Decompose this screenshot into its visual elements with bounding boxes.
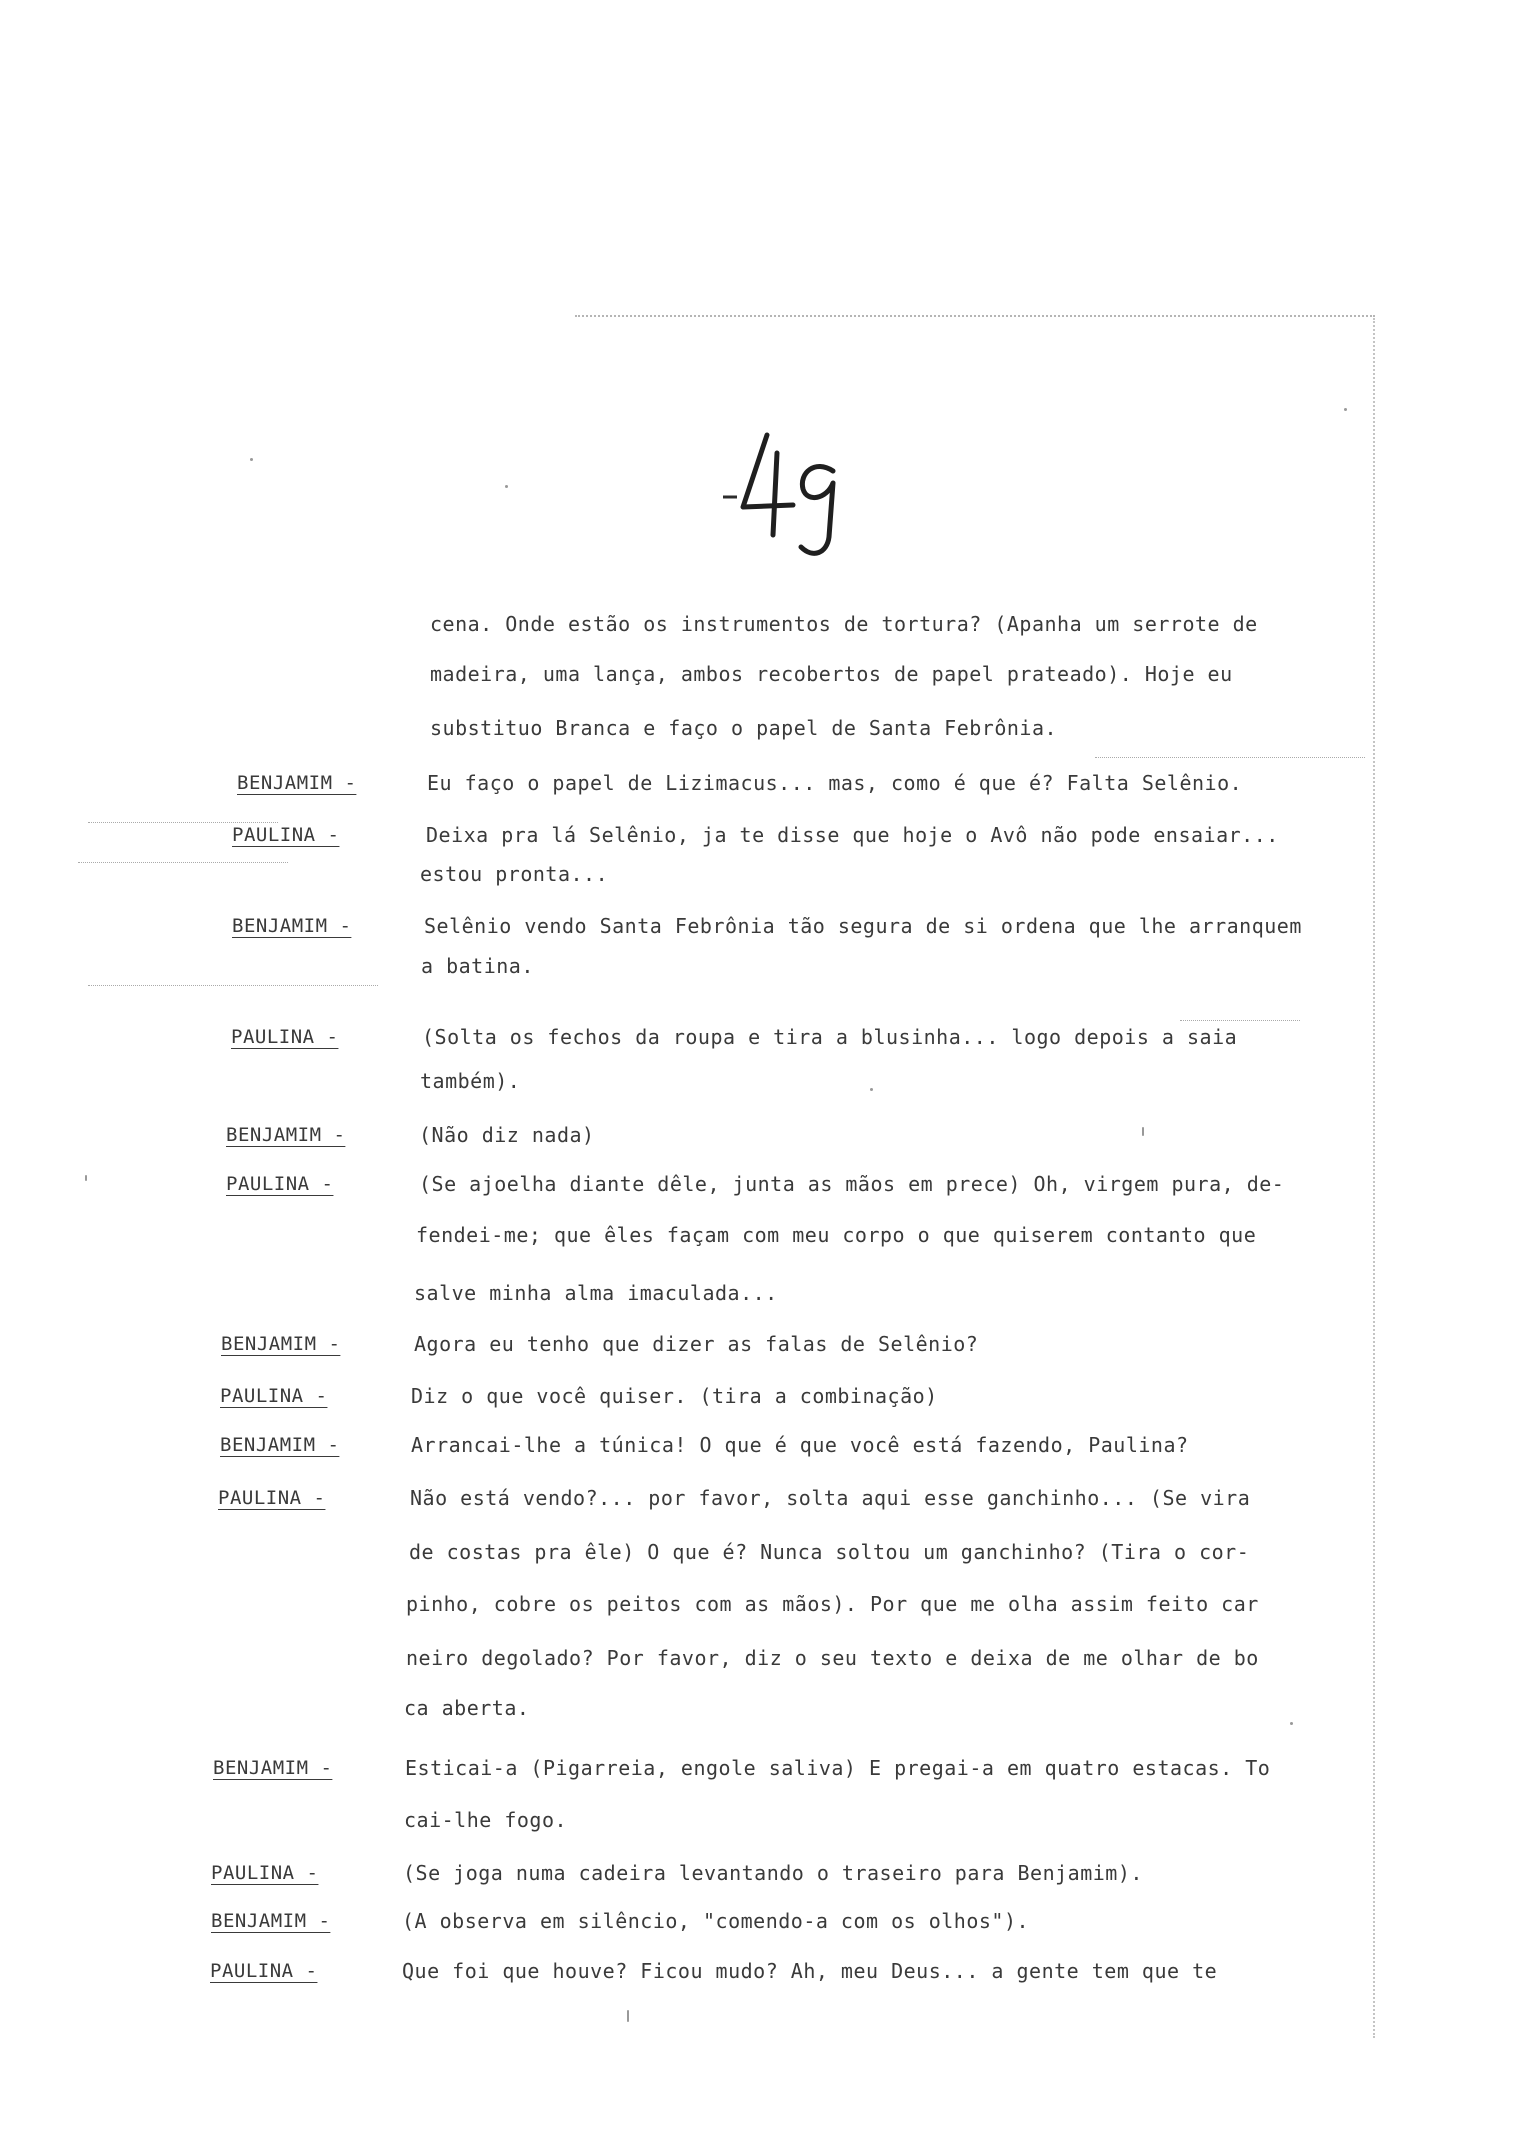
speaker-name: PAULINA - xyxy=(226,1173,334,1195)
speaker-name: PAULINA - xyxy=(218,1487,326,1509)
smudge-line xyxy=(88,822,278,823)
dialogue-line: de costas pra êle) O que é? Nunca soltou um ganchinho? (Tira o cor- xyxy=(409,1540,1250,1564)
dialogue-line: Eu faço o papel de Lizimacus... mas, como é que é? Falta Selênio. xyxy=(427,771,1243,795)
speck xyxy=(870,1088,873,1091)
dialogue-line: Deixa pra lá Selênio, ja te disse que hoje o Avô não pode ensaiar... xyxy=(426,823,1279,847)
dialogue-line: pinho, cobre os peitos com as mãos). Por que me olha assim feito car xyxy=(406,1592,1259,1616)
speaker-name: BENJAMIM - xyxy=(232,915,352,937)
dialogue-line: cena. Onde estão os instrumentos de tortura? (Apanha um serrote de xyxy=(430,612,1258,636)
dialogue-line: Que foi que houve? Ficou mudo? Ah, meu Deus... a gente tem que te xyxy=(402,1959,1218,1983)
speaker-name: BENJAMIM - xyxy=(226,1124,346,1146)
smudge-line xyxy=(88,985,378,986)
dialogue-line: madeira, uma lança, ambos recobertos de papel prateado). Hoje eu xyxy=(430,662,1233,686)
dialogue-line: ca aberta. xyxy=(404,1696,530,1720)
dialogue-line: estou pronta... xyxy=(420,862,609,886)
speck xyxy=(250,458,253,461)
dialogue-line: a batina. xyxy=(421,954,534,978)
speck xyxy=(1344,408,1347,411)
page-frame-top-edge xyxy=(575,315,1375,317)
dialogue-line: Não está vendo?... por favor, solta aqui esse ganchinho... (Se vira xyxy=(410,1486,1251,1510)
dialogue-line: neiro degolado? Por favor, diz o seu texto e deixa de me olhar de bo xyxy=(406,1646,1259,1670)
dialogue-line: (Se ajoelha diante dêle, junta as mãos em prece) Oh, virgem pura, de- xyxy=(419,1172,1285,1196)
speck xyxy=(1142,1127,1144,1136)
dialogue-line: Selênio vendo Santa Febrônia tão segura de si ordena que lhe arranquem xyxy=(424,914,1302,938)
dialogue-line: também). xyxy=(420,1069,521,1093)
dialogue-line: (Se joga numa cadeira levantando o traseiro para Benjamim). xyxy=(403,1861,1143,1885)
speaker-name: PAULINA - xyxy=(220,1385,328,1407)
speaker-name: PAULINA - xyxy=(231,1026,339,1048)
speaker-name: PAULINA - xyxy=(210,1960,318,1982)
dialogue-line: (Solta os fechos da roupa e tira a blusinha... logo depois a saia xyxy=(422,1025,1238,1049)
speck xyxy=(505,485,508,488)
smudge-line xyxy=(78,862,288,863)
speck xyxy=(1290,1722,1293,1725)
speck xyxy=(627,2010,629,2022)
page-number-glyphs xyxy=(715,425,865,565)
dialogue-line: (Não diz nada) xyxy=(419,1123,595,1147)
dialogue-line: salve minha alma imaculada... xyxy=(414,1281,778,1305)
speaker-name: BENJAMIM - xyxy=(213,1757,333,1779)
smudge-line xyxy=(1095,757,1365,758)
speaker-name: BENJAMIM - xyxy=(221,1333,341,1355)
speaker-name: PAULINA - xyxy=(232,824,340,846)
dialogue-line: cai-lhe fogo. xyxy=(404,1808,568,1832)
page-frame-right-edge xyxy=(1373,318,1375,2038)
dialogue-line: Agora eu tenho que dizer as falas de Selênio? xyxy=(414,1332,979,1356)
speaker-name: PAULINA - xyxy=(211,1862,319,1884)
dialogue-line: Diz o que você quiser. (tira a combinação) xyxy=(411,1384,938,1408)
speaker-name: BENJAMIM - xyxy=(220,1434,340,1456)
dialogue-line: fendei-me; que êles façam com meu corpo o que quiserem contanto que xyxy=(416,1223,1257,1247)
speaker-name: BENJAMIM - xyxy=(237,772,357,794)
speck xyxy=(85,1175,87,1181)
handwritten-page-number xyxy=(715,425,865,565)
dialogue-line: Arrancai-lhe a túnica! O que é que você está fazendo, Paulina? xyxy=(411,1433,1189,1457)
dialogue-line: (A observa em silêncio, "comendo-a com os olhos"). xyxy=(402,1909,1030,1933)
smudge-line xyxy=(1180,1020,1300,1021)
dialogue-line: substituo Branca e faço o papel de Santa Febrônia. xyxy=(430,716,1058,740)
speaker-name: BENJAMIM - xyxy=(211,1910,331,1932)
dialogue-line: Esticai-a (Pigarreia, engole saliva) E pregai-a em quatro estacas. To xyxy=(405,1756,1271,1780)
